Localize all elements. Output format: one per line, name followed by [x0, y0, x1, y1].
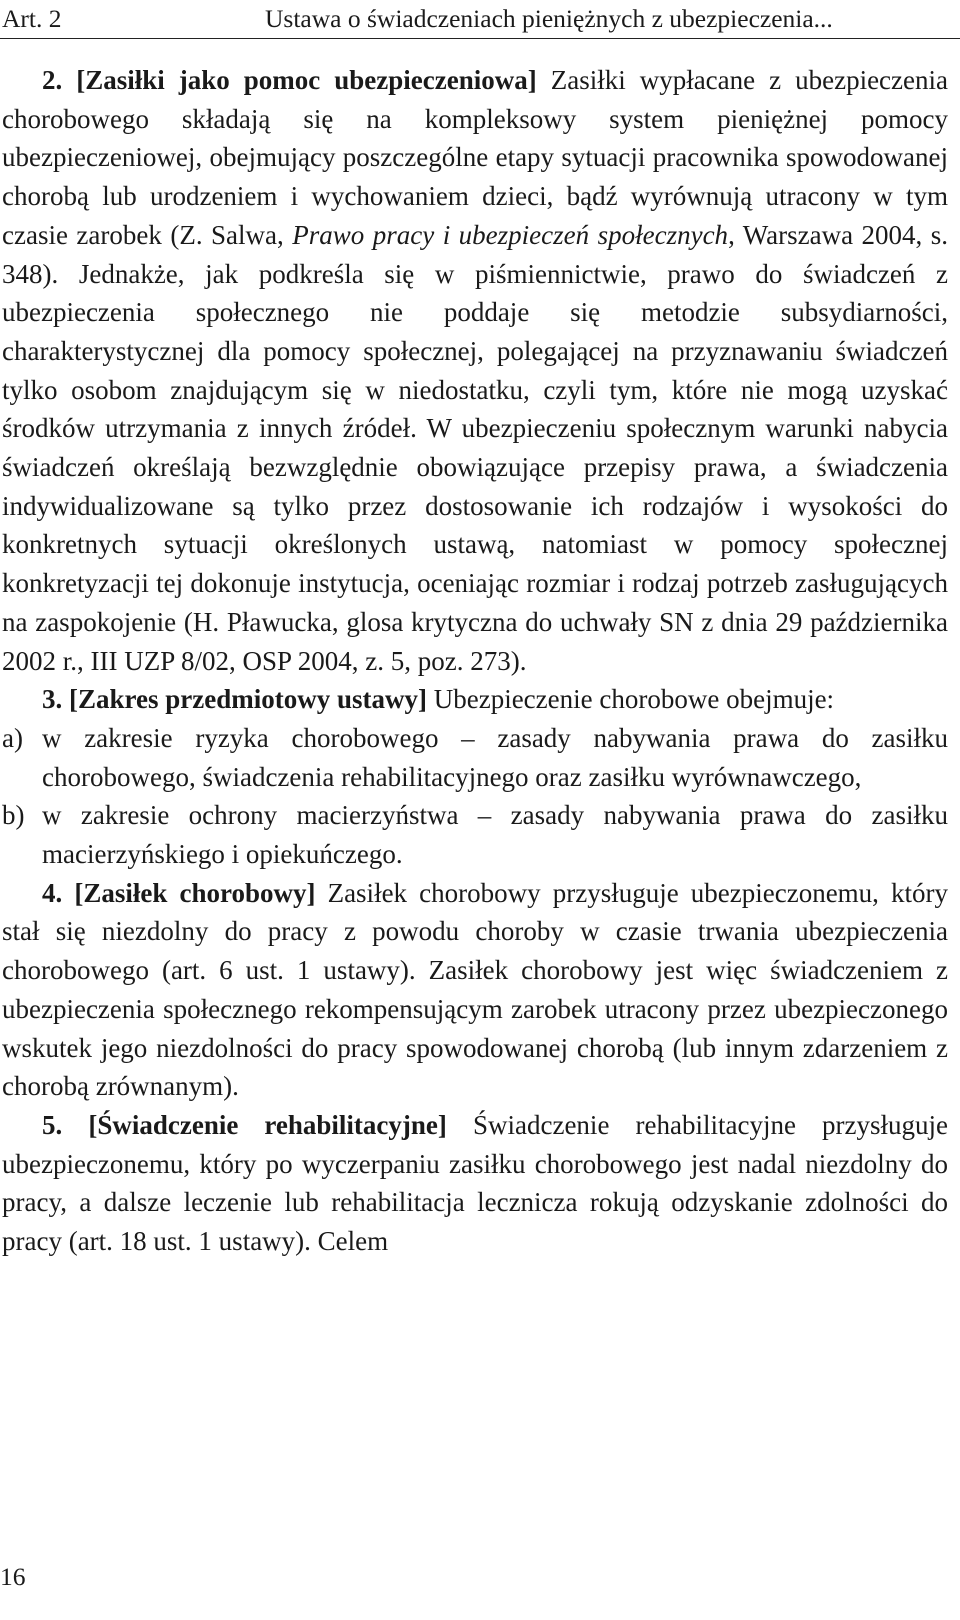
list-item-text: w zakresie ryzyka chorobowego – zasady nabywania prawa do zasiłku chorobowego, świadczenia rehabilitacyjnego oraz zasiłku wyrównawczego,	[42, 722, 948, 792]
paragraph-heading: [Zasiłki jako pomoc ubezpieczeniowa]	[76, 65, 537, 95]
paragraph-number: 5.	[42, 1109, 63, 1140]
list-item-label: a)	[2, 722, 23, 753]
paragraph-text-continued: , Warszawa 2004, s. 348). Jednakże, jak podkreśla się w piśmiennictwie, prawo do świadczeń z ubezpieczenia społecznego nie poddaje się metodzie subsydiarności, charakterystycznej dla pomocy społecznej, polegającej na przyznawaniu świadczeń tylko osobom znajdującym się w niedostatku, czyli tym, które nie mogą uzyskać środków utrzymania z innych źródeł. W ubezpieczeniu społecznym warunki nabycia świadczeń określają bezwzględnie obowiązujące przepisy prawa, a świadczenia indywidualizowane są tylko przez dostosowanie ich rodzajów i wysokości do konkretnych sytuacji określonych ustawą, natomiast w pomocy społecznej konkretyzacji tej dokonuje instytucja, oceniając rozmiar i rodzaj potrzeb zasługujących na zaspokojenie (H. Pławucka, glosa krytyczna do uchwały SN z dnia 29 października 2002 r., III UZP 8/02, OSP 2004, z. 5, poz. 273).	[2, 219, 949, 676]
cited-title: Prawo pracy i ubezpieczeń społecznych	[292, 219, 729, 250]
paragraph-number: 4.	[42, 877, 63, 908]
running-header	[0, 0, 960, 39]
paragraph-heading: [Zakres przedmiotowy ustawy]	[69, 684, 427, 715]
paragraph-5	[2, 1106, 948, 1261]
paragraph-text: Zasiłek chorobowy przysługuje ubezpieczonemu, który stał się niezdolny do pracy z powodu choroby w czasie trwania ubezpieczenia chorobowego (art. 6 ust. 1 ustawy). Zasiłek chorobowy jest więc świadczeniem z ubezpieczenia społecznego rekompensującym zarobek utracony przez ubezpieczonego wskutek jego niezdolności do pracy spowodowanej chorobą (lub innym zdarzeniem z chorobą zrównanym).	[2, 877, 949, 1102]
list-item	[2, 719, 948, 796]
paragraph-heading: [Świadczenie rehabilitacyjne]	[88, 1109, 447, 1140]
paragraph-2	[2, 61, 948, 680]
header-article-ref: Art. 2	[2, 4, 62, 33]
header-title: Ustawa o świadczeniach pieniężnych z ubezpieczenia...	[265, 4, 833, 33]
main-text	[2, 61, 948, 1261]
page-number: 16	[0, 1562, 26, 1591]
paragraph-4	[2, 874, 948, 1106]
paragraph-number: 3.	[42, 684, 63, 715]
list-item-label: b)	[2, 800, 25, 831]
list-item-text: w zakresie ochrony macierzyństwa – zasady nabywania prawa do zasiłku macierzyńskiego i opiekuńczego.	[42, 800, 948, 870]
paragraph-heading: [Zasiłek chorobowy]	[74, 877, 316, 908]
paragraph-text: Ubezpieczenie chorobowe obejmuje:	[433, 684, 835, 715]
paragraph-text: Świadczenie rehabilitacyjne przysługuje ubezpieczonemu, który po wyczerpaniu zasiłku chorobowego jest nadal niezdolny do pracy, a dalsze leczenie lub rehabilitacja lecznicza rokują odzyskanie zdolności do pracy (art. 18 ust. 1 ustawy). Celem	[2, 1109, 948, 1257]
list-item	[2, 796, 948, 873]
paragraph-number: 2.	[42, 65, 63, 95]
paragraph-text: Zasiłki wypłacane z ubezpieczenia chorobowego składają się na kompleksowy system pieniężnej pomocy ubezpieczeniowej, obejmujący poszczególne etapy sytuacji pracownika spowodowanej chorobą lub urodzeniem i wychowaniem dzieci, bądź wyrównują utracony w tym czasie zarobek (Z. Salwa,	[2, 65, 948, 250]
paragraph-3	[2, 680, 948, 719]
